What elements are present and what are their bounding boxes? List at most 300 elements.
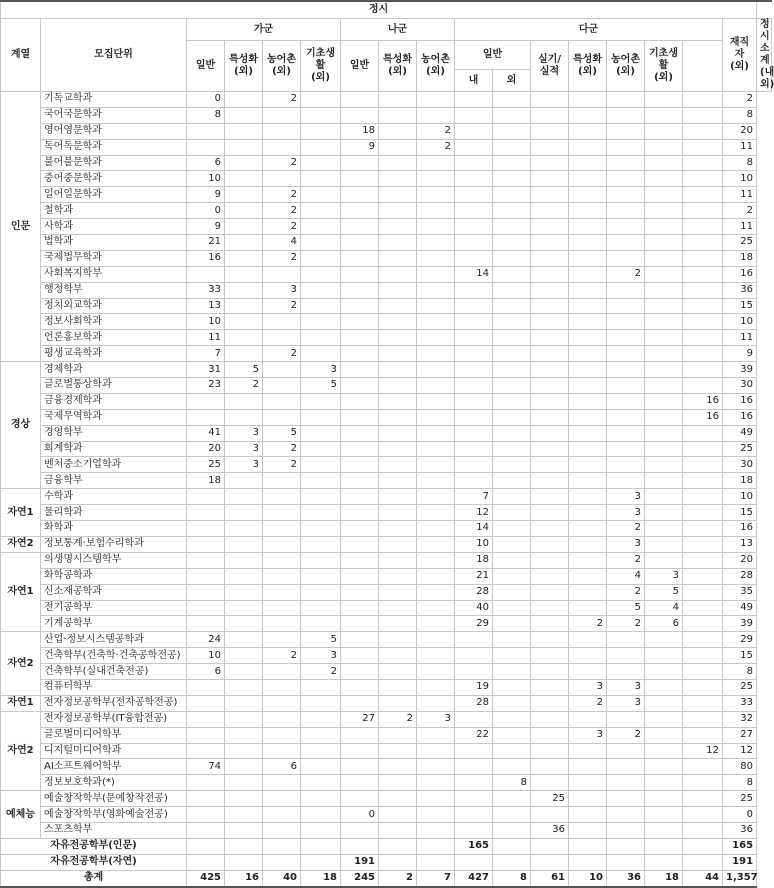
unit-name-cell: 독어독문학과: [41, 139, 187, 155]
quota-cell: [417, 282, 455, 298]
quota-cell: [417, 330, 455, 346]
quota-cell: [341, 473, 379, 489]
quota-cell: [607, 632, 645, 648]
quota-cell: [455, 235, 493, 251]
quota-cell: [225, 616, 263, 632]
quota-cell: [379, 266, 417, 282]
quota-cell: [645, 107, 683, 123]
quota-cell: [493, 822, 531, 838]
quota-cell: [531, 695, 569, 711]
quota-cell: [493, 187, 531, 203]
quota-cell: [645, 441, 683, 457]
quota-cell: [683, 123, 723, 139]
quota-cell: [607, 92, 645, 108]
quota-cell: 10: [187, 171, 225, 187]
quota-cell: 12: [683, 743, 723, 759]
quota-cell: [455, 743, 493, 759]
quota-cell: [569, 219, 607, 235]
table-row: [1, 219, 772, 235]
quota-cell: 2: [607, 266, 645, 282]
quota-cell: [263, 378, 301, 394]
quota-cell: [417, 92, 455, 108]
quota-cell: [341, 679, 379, 695]
quota-cell: [417, 822, 455, 838]
quota-cell: [263, 314, 301, 330]
table-row: [1, 600, 772, 616]
table-row: [1, 759, 772, 775]
quota-cell: 25: [723, 679, 757, 695]
header-da-ilban: 일반: [455, 41, 531, 70]
quota-cell: [569, 330, 607, 346]
quota-cell: [683, 171, 723, 187]
quota-cell: [645, 664, 683, 680]
quota-cell: [187, 822, 225, 838]
quota-cell: [379, 505, 417, 521]
quota-cell: [455, 711, 493, 727]
quota-cell: [493, 838, 531, 854]
quota-cell: [569, 807, 607, 823]
quota-cell: [683, 807, 723, 823]
quota-cell: 30: [723, 457, 757, 473]
quota-cell: [187, 584, 225, 600]
quota-cell: [187, 568, 225, 584]
quota-cell: 6: [645, 616, 683, 632]
unit-name-cell: 기독교학과: [41, 92, 187, 108]
quota-cell: [225, 123, 263, 139]
quota-cell: [493, 727, 531, 743]
summary-row: [1, 854, 772, 870]
quota-cell: [683, 107, 723, 123]
quota-cell: [263, 679, 301, 695]
quota-cell: [225, 330, 263, 346]
quota-cell: [187, 775, 225, 791]
quota-cell: [341, 250, 379, 266]
table-row: [1, 791, 772, 807]
quota-cell: [379, 759, 417, 775]
quota-cell: [607, 822, 645, 838]
quota-cell: [341, 664, 379, 680]
quota-cell: 425: [187, 870, 225, 886]
quota-cell: 11: [723, 139, 757, 155]
unit-name-cell: 전기공학부: [41, 600, 187, 616]
quota-cell: [607, 664, 645, 680]
quota-cell: 2: [263, 346, 301, 362]
quota-cell: [301, 584, 341, 600]
quota-cell: 12: [455, 505, 493, 521]
quota-cell: [341, 727, 379, 743]
quota-cell: [379, 171, 417, 187]
quota-cell: [569, 250, 607, 266]
quota-cell: 10: [723, 314, 757, 330]
quota-cell: [263, 664, 301, 680]
table-row: [1, 362, 772, 378]
quota-cell: [455, 139, 493, 155]
quota-cell: [417, 203, 455, 219]
quota-cell: [225, 505, 263, 521]
quota-cell: 27: [341, 711, 379, 727]
table-row: [1, 378, 772, 394]
quota-cell: [341, 107, 379, 123]
quota-cell: 11: [187, 330, 225, 346]
quota-cell: 3: [301, 648, 341, 664]
header-sogye: 정시 소계 (내외): [757, 19, 772, 92]
quota-cell: [683, 521, 723, 537]
quota-cell: [645, 155, 683, 171]
quota-cell: [417, 807, 455, 823]
quota-cell: [417, 219, 455, 235]
quota-cell: [645, 266, 683, 282]
quota-cell: [225, 139, 263, 155]
quota-cell: [187, 552, 225, 568]
quota-cell: [531, 600, 569, 616]
header-jaejik: 재직자 (외): [723, 19, 757, 92]
quota-cell: 11: [723, 219, 757, 235]
quota-cell: [569, 139, 607, 155]
quota-cell: [225, 536, 263, 552]
quota-cell: [683, 536, 723, 552]
quota-cell: 29: [455, 616, 493, 632]
quota-cell: [225, 250, 263, 266]
quota-cell: [683, 219, 723, 235]
quota-cell: 25: [723, 791, 757, 807]
table-row: [1, 235, 772, 251]
table-row: [1, 457, 772, 473]
unit-name-cell: 행정학부: [41, 282, 187, 298]
quota-cell: [263, 727, 301, 743]
quota-cell: [455, 441, 493, 457]
quota-cell: [225, 822, 263, 838]
quota-cell: [417, 568, 455, 584]
quota-cell: 7: [417, 870, 455, 886]
quota-cell: [341, 187, 379, 203]
quota-cell: 28: [455, 584, 493, 600]
quota-cell: [301, 600, 341, 616]
quota-cell: [645, 219, 683, 235]
quota-cell: [645, 282, 683, 298]
header-na-ilban: 일반: [341, 41, 379, 92]
quota-cell: [569, 536, 607, 552]
quota-cell: [225, 695, 263, 711]
quota-cell: [493, 695, 531, 711]
quota-cell: [683, 378, 723, 394]
quota-cell: [341, 695, 379, 711]
table-row: [1, 616, 772, 632]
quota-cell: [379, 727, 417, 743]
quota-cell: [645, 250, 683, 266]
quota-cell: [225, 759, 263, 775]
quota-cell: [645, 838, 683, 854]
quota-cell: [417, 250, 455, 266]
table-row: [1, 92, 772, 108]
unit-name-cell: 회계학과: [41, 441, 187, 457]
quota-cell: [645, 679, 683, 695]
unit-name-cell: 예술창작학부(문예창작전공): [41, 791, 187, 807]
quota-cell: [417, 775, 455, 791]
quota-cell: 8: [723, 775, 757, 791]
unit-name-cell: 신소재공학과: [41, 584, 187, 600]
quota-cell: [569, 282, 607, 298]
quota-cell: [569, 171, 607, 187]
quota-cell: 25: [723, 235, 757, 251]
quota-cell: 39: [723, 616, 757, 632]
quota-cell: [301, 441, 341, 457]
quota-cell: 2: [263, 187, 301, 203]
quota-cell: 10: [187, 314, 225, 330]
quota-cell: 9: [187, 219, 225, 235]
quota-cell: 18: [301, 870, 341, 886]
quota-cell: [455, 425, 493, 441]
quota-cell: [569, 838, 607, 854]
quota-cell: [341, 521, 379, 537]
quota-cell: [301, 775, 341, 791]
quota-cell: [531, 568, 569, 584]
quota-cell: [645, 346, 683, 362]
quota-cell: [569, 266, 607, 282]
quota-cell: [301, 155, 341, 171]
table-row: [1, 473, 772, 489]
quota-cell: 8: [493, 775, 531, 791]
quota-cell: 23: [187, 378, 225, 394]
quota-cell: 0: [187, 203, 225, 219]
quota-cell: [225, 489, 263, 505]
quota-cell: [341, 330, 379, 346]
quota-cell: [645, 536, 683, 552]
unit-name-cell: 건축학부(실내건축전공): [41, 664, 187, 680]
quota-cell: [645, 171, 683, 187]
quota-cell: [455, 648, 493, 664]
quota-cell: [569, 568, 607, 584]
quota-cell: 427: [455, 870, 493, 886]
quota-cell: [455, 314, 493, 330]
quota-cell: [379, 664, 417, 680]
quota-cell: [417, 743, 455, 759]
quota-cell: [645, 791, 683, 807]
quota-cell: [455, 822, 493, 838]
quota-cell: [569, 711, 607, 727]
table-row: [1, 139, 772, 155]
quota-cell: 2: [379, 711, 417, 727]
quota-cell: [379, 473, 417, 489]
quota-cell: [683, 838, 723, 854]
quota-cell: [683, 298, 723, 314]
quota-cell: [301, 235, 341, 251]
quota-cell: [493, 425, 531, 441]
quota-cell: [301, 139, 341, 155]
unit-name-cell: 예술창작학부(영화예술전공): [41, 807, 187, 823]
quota-cell: 21: [455, 568, 493, 584]
quota-cell: [607, 473, 645, 489]
quota-cell: 6: [263, 759, 301, 775]
quota-cell: [569, 743, 607, 759]
quota-cell: [301, 250, 341, 266]
table-row: [1, 393, 772, 409]
quota-cell: 16: [187, 250, 225, 266]
quota-cell: [225, 473, 263, 489]
quota-cell: [341, 838, 379, 854]
quota-cell: [531, 648, 569, 664]
quota-cell: [645, 505, 683, 521]
quota-cell: [379, 441, 417, 457]
quota-cell: [645, 92, 683, 108]
quota-cell: [607, 203, 645, 219]
unit-name-cell: 컴퓨터학부: [41, 679, 187, 695]
quota-cell: [225, 346, 263, 362]
quota-cell: 10: [569, 870, 607, 886]
quota-cell: [379, 489, 417, 505]
quota-cell: [263, 393, 301, 409]
quota-cell: [187, 727, 225, 743]
unit-name-cell: 일어일문학과: [41, 187, 187, 203]
quota-cell: [379, 632, 417, 648]
quota-cell: [569, 664, 607, 680]
quota-cell: 3: [225, 425, 263, 441]
quota-cell: [379, 822, 417, 838]
quota-cell: [607, 219, 645, 235]
quota-cell: [645, 393, 683, 409]
quota-cell: [645, 473, 683, 489]
quota-cell: [455, 409, 493, 425]
quota-cell: [225, 600, 263, 616]
quota-cell: 6: [187, 155, 225, 171]
quota-cell: [645, 711, 683, 727]
quota-cell: [417, 854, 455, 870]
table-row: [1, 743, 772, 759]
quota-cell: [187, 139, 225, 155]
quota-cell: [569, 314, 607, 330]
table-row: [1, 822, 772, 838]
quota-cell: [341, 298, 379, 314]
quota-cell: [531, 314, 569, 330]
quota-cell: [531, 632, 569, 648]
quota-cell: [187, 679, 225, 695]
quota-cell: [341, 314, 379, 330]
quota-cell: [493, 473, 531, 489]
quota-cell: [493, 107, 531, 123]
table-row: [1, 266, 772, 282]
quota-cell: 4: [263, 235, 301, 251]
quota-cell: [683, 552, 723, 568]
quota-cell: 16: [225, 870, 263, 886]
unit-name-cell: 금융학부: [41, 473, 187, 489]
table-row: [1, 664, 772, 680]
group-label: 경상: [1, 362, 41, 489]
quota-cell: 3: [263, 282, 301, 298]
quota-cell: 16: [723, 521, 757, 537]
quota-cell: [531, 505, 569, 521]
group-label: 자연1: [1, 489, 41, 537]
quota-cell: 39: [723, 362, 757, 378]
quota-cell: [455, 171, 493, 187]
table-body: [1, 92, 772, 887]
quota-cell: [569, 473, 607, 489]
quota-cell: [531, 393, 569, 409]
quota-cell: [531, 378, 569, 394]
quota-cell: [683, 568, 723, 584]
quota-cell: [455, 393, 493, 409]
group-label: 자연1: [1, 552, 41, 631]
quota-cell: [531, 711, 569, 727]
quota-cell: [493, 791, 531, 807]
quota-cell: [341, 266, 379, 282]
quota-cell: 36: [607, 870, 645, 886]
quota-cell: [341, 791, 379, 807]
quota-cell: [645, 409, 683, 425]
quota-cell: 3: [607, 505, 645, 521]
quota-cell: [683, 92, 723, 108]
quota-cell: [493, 266, 531, 282]
quota-cell: [645, 314, 683, 330]
quota-cell: 4: [607, 568, 645, 584]
quota-cell: [417, 600, 455, 616]
quota-cell: [683, 139, 723, 155]
quota-cell: [493, 92, 531, 108]
quota-cell: 5: [301, 632, 341, 648]
quota-cell: [683, 648, 723, 664]
quota-cell: [683, 711, 723, 727]
quota-cell: [225, 838, 263, 854]
quota-cell: [683, 330, 723, 346]
quota-cell: [187, 521, 225, 537]
quota-cell: [417, 362, 455, 378]
quota-cell: [417, 171, 455, 187]
quota-cell: [379, 139, 417, 155]
quota-cell: 22: [455, 727, 493, 743]
quota-cell: [301, 489, 341, 505]
header-da-ilban-nae: 내: [455, 70, 493, 92]
quota-cell: 80: [723, 759, 757, 775]
quota-cell: 18: [341, 123, 379, 139]
quota-cell: [683, 695, 723, 711]
quota-cell: 2: [569, 616, 607, 632]
quota-cell: [683, 727, 723, 743]
group-label: 자연1: [1, 695, 41, 711]
quota-cell: [417, 457, 455, 473]
quota-cell: [417, 521, 455, 537]
header-da-teuk: 특성화 (외): [569, 41, 607, 92]
table-row: [1, 679, 772, 695]
quota-cell: [645, 187, 683, 203]
quota-cell: [263, 822, 301, 838]
quota-cell: [607, 139, 645, 155]
table-row: [1, 171, 772, 187]
table-row: [1, 711, 772, 727]
quota-cell: [301, 822, 341, 838]
quota-cell: [493, 648, 531, 664]
quota-cell: [341, 648, 379, 664]
quota-cell: 2: [607, 521, 645, 537]
quota-cell: [379, 393, 417, 409]
quota-cell: [645, 362, 683, 378]
unit-name-cell: 글로벌통상학과: [41, 378, 187, 394]
table-row: [1, 298, 772, 314]
table-row: [1, 584, 772, 600]
quota-cell: [379, 425, 417, 441]
quota-cell: [225, 203, 263, 219]
quota-cell: [225, 107, 263, 123]
quota-cell: [263, 505, 301, 521]
quota-cell: [263, 409, 301, 425]
quota-cell: [301, 679, 341, 695]
quota-cell: [531, 536, 569, 552]
unit-name-cell: 영어영문학과: [41, 123, 187, 139]
table-row: [1, 107, 772, 123]
quota-cell: [417, 489, 455, 505]
quota-cell: [379, 235, 417, 251]
quota-cell: [417, 727, 455, 743]
quota-cell: 27: [723, 727, 757, 743]
quota-cell: 11: [723, 187, 757, 203]
quota-cell: [187, 123, 225, 139]
